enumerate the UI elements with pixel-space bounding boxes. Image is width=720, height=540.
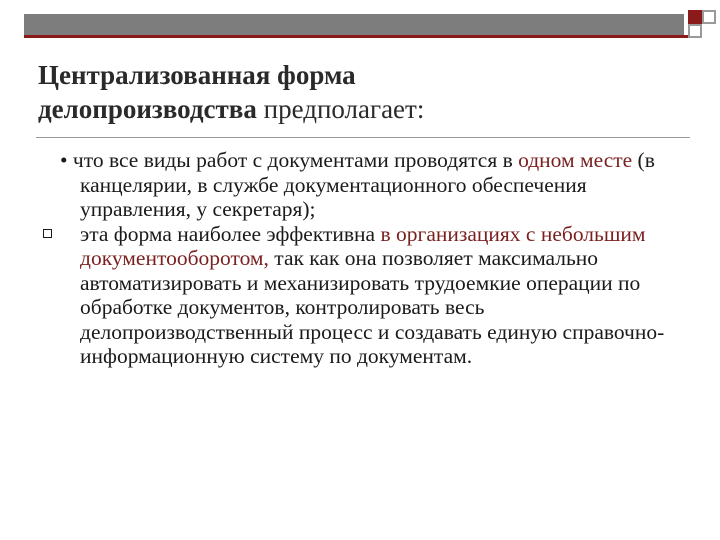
bullet-1-pre: что все виды работ с документами проводятся в: [67, 148, 519, 172]
title-divider: [36, 137, 690, 138]
slide-title: [38, 58, 678, 126]
corner-square-filled: [688, 10, 702, 24]
hollow-square-bullet-icon: [43, 229, 52, 238]
header-rule: [24, 35, 690, 38]
bullet-2-pre: эта форма наиболее эффективна: [80, 221, 381, 246]
header-band: [24, 14, 684, 36]
bullet-2-post: так как она позволяет максимально автоматизировать и механизировать трудоемкие операции по обработке документов, контролировать весь делопроизводственный процесс и создавать единую справочно-информационную систему по документам.: [80, 246, 665, 368]
bullet-1-post: (в канцелярии, в службе документационного обеспечения управления, у секретаря);: [80, 148, 655, 221]
bullet-2-accent: в организациях с небольшим документооборотом,: [80, 221, 646, 270]
title-bold-line-1: Централизованная форма: [38, 60, 356, 90]
bullet-item-2: [40, 222, 680, 369]
slide-content: [40, 148, 680, 369]
corner-square: [688, 24, 702, 38]
title-bold-line-2: делопроизводства: [38, 94, 257, 124]
corner-square: [702, 10, 716, 24]
bullet-dot-icon: •: [60, 148, 68, 172]
title-normal: предполагает:: [256, 94, 425, 124]
bullet-1-accent: одном месте: [518, 148, 633, 172]
bullet-item-1: [40, 148, 680, 222]
